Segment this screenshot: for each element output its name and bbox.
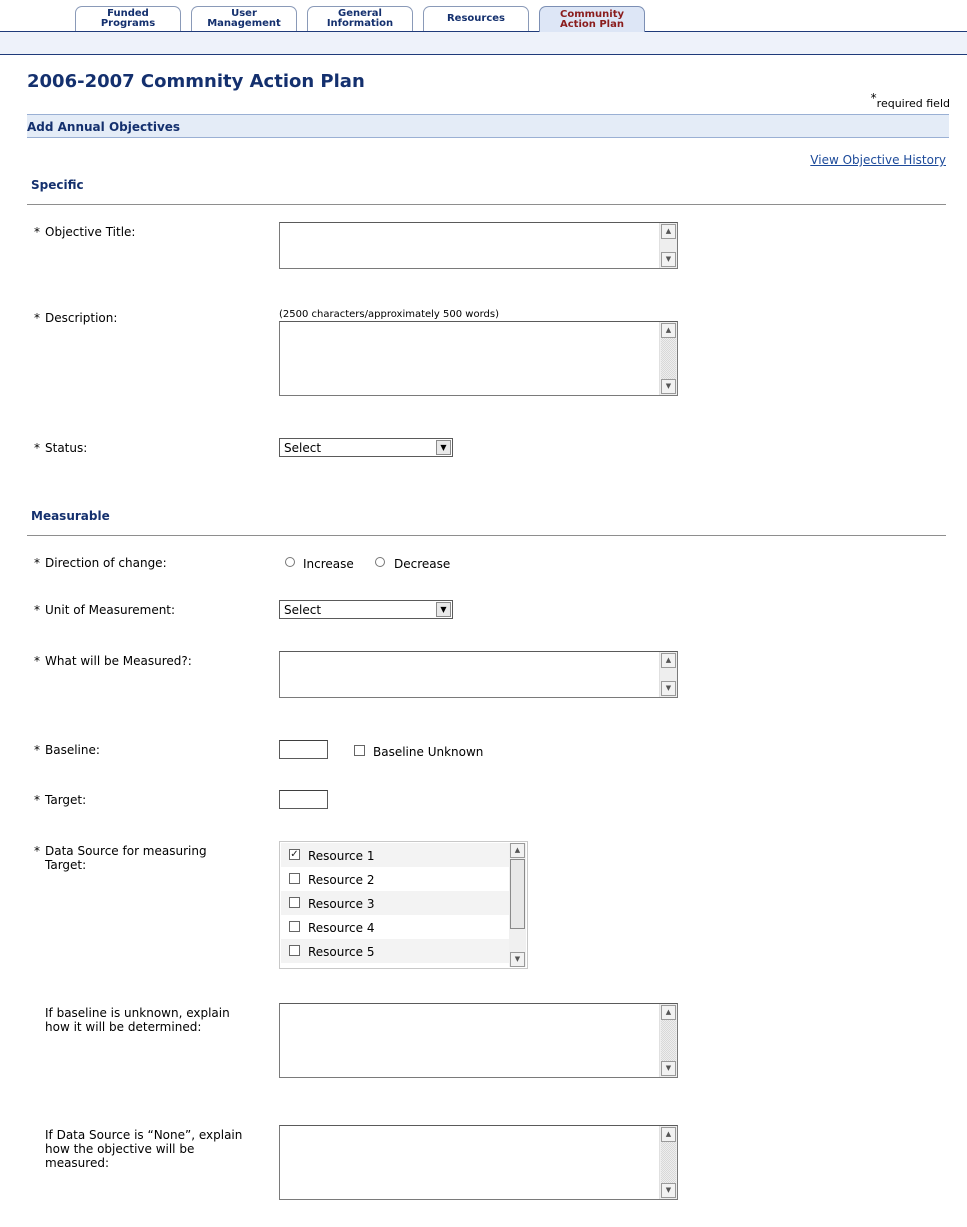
resource-label: Resource 4 — [308, 921, 375, 935]
tab-resources[interactable] — [423, 6, 529, 31]
label-text: If baseline is unknown, explain — [45, 1006, 230, 1020]
tab-label: Action Plan — [560, 18, 624, 30]
scrollbar[interactable] — [659, 1004, 677, 1077]
baseline-label — [34, 743, 100, 757]
section-header — [27, 114, 949, 138]
tab-label: Management — [207, 18, 281, 29]
label-text: Unit of Measurement: — [45, 603, 176, 617]
resource-checkbox[interactable] — [289, 921, 300, 932]
required-asterisk: * — [34, 654, 40, 668]
scrollbar[interactable] — [659, 652, 677, 697]
tab-label: Funded — [107, 8, 149, 19]
resource-label: Resource 3 — [308, 897, 375, 911]
tab-label: Programs — [100, 18, 156, 29]
label-text: Description: — [45, 311, 118, 325]
list-item[interactable] — [281, 867, 511, 891]
scroll-down-icon[interactable]: ▼ — [510, 952, 525, 967]
scroll-up-icon[interactable]: ▲ — [661, 1127, 676, 1142]
divider — [27, 535, 946, 536]
scroll-track — [661, 1142, 676, 1183]
resource-label: Resource 2 — [308, 873, 375, 887]
required-field-note — [870, 91, 950, 110]
status-selected-value: Select — [284, 441, 322, 455]
page-title: 2006-2007 Commnity Action Plan — [27, 71, 365, 92]
unit-selected-value: Select — [284, 603, 322, 617]
tab-bar — [0, 31, 967, 55]
resource-label: Resource 5 — [308, 945, 375, 959]
scroll-up-icon[interactable]: ▲ — [661, 653, 676, 668]
scroll-up-icon[interactable]: ▲ — [661, 1005, 676, 1020]
description-char-limit-note: (2500 characters/approximately 500 words) — [279, 309, 499, 320]
scroll-track — [661, 338, 676, 379]
label-text: If Data Source is “None”, explain — [45, 1128, 243, 1142]
required-star: * — [870, 91, 877, 105]
increase-radio[interactable] — [285, 557, 295, 567]
required-asterisk: * — [34, 311, 40, 325]
label-text: how the objective will be — [45, 1142, 195, 1156]
scroll-up-icon[interactable]: ▲ — [661, 323, 676, 338]
label-text: Direction of change: — [45, 556, 167, 570]
label-text: Status: — [45, 441, 88, 455]
required-asterisk: * — [34, 603, 40, 617]
label-text: Objective Title: — [45, 225, 136, 239]
data-source-list[interactable] — [279, 841, 528, 969]
baseline-explain-label — [45, 1006, 230, 1034]
tab-label: Resources — [446, 13, 506, 24]
resource-checkbox[interactable] — [289, 897, 300, 908]
required-asterisk: * — [34, 844, 40, 858]
label-text: Data Source for measuring — [45, 844, 207, 858]
required-asterisk: * — [34, 441, 40, 455]
objective-title-label — [34, 225, 135, 239]
scroll-down-icon[interactable]: ▼ — [661, 1183, 676, 1198]
scroll-thumb[interactable] — [510, 859, 525, 929]
none-explain-field[interactable] — [279, 1125, 678, 1200]
list-item[interactable] — [281, 915, 511, 939]
chevron-down-icon[interactable]: ▼ — [436, 440, 451, 455]
chevron-down-icon[interactable]: ▼ — [436, 602, 451, 617]
label-text: Target: — [45, 858, 87, 872]
scrollbar[interactable] — [509, 843, 526, 967]
direction-of-change-label — [34, 556, 167, 570]
divider — [27, 204, 946, 205]
tab-general-information[interactable] — [307, 6, 413, 31]
resource-label: Resource 1 — [308, 849, 375, 863]
tab-funded-programs[interactable] — [75, 6, 181, 31]
description-label — [34, 311, 117, 325]
tab-label: User — [231, 8, 257, 19]
section-title: Add Annual Objectives — [27, 120, 181, 134]
decrease-radio[interactable] — [375, 557, 385, 567]
baseline-explain-field[interactable] — [279, 1003, 678, 1078]
what-will-be-measured-label — [34, 654, 192, 668]
label-text: What will be Measured?: — [45, 654, 192, 668]
target-input[interactable] — [279, 790, 328, 809]
target-label — [34, 793, 86, 807]
status-label — [34, 441, 87, 455]
tab-user-management[interactable] — [191, 6, 297, 31]
required-text: required field — [876, 97, 950, 110]
measurable-heading: Measurable — [31, 509, 110, 523]
scroll-down-icon[interactable]: ▼ — [661, 379, 676, 394]
scroll-down-icon[interactable]: ▼ — [661, 252, 676, 267]
scrollbar[interactable] — [659, 223, 677, 268]
specific-heading: Specific — [31, 178, 84, 192]
label-text: measured: — [45, 1156, 109, 1170]
required-asterisk: * — [34, 743, 40, 757]
required-asterisk: * — [34, 793, 40, 807]
label-text: how it will be determined: — [45, 1020, 202, 1034]
view-objective-history-link[interactable]: View Objective History — [810, 153, 946, 167]
scroll-down-icon[interactable]: ▼ — [661, 1061, 676, 1076]
list-item[interactable] — [281, 939, 511, 963]
label-text: Baseline: — [45, 743, 100, 757]
none-explain-label — [45, 1128, 242, 1170]
tab-community-action-plan[interactable] — [539, 6, 645, 32]
data-source-label — [34, 844, 207, 872]
required-asterisk: * — [34, 556, 40, 570]
unit-of-measurement-label — [34, 603, 175, 617]
required-asterisk: * — [34, 225, 40, 239]
increase-label: Increase — [303, 557, 354, 571]
baseline-unknown-label: Baseline Unknown — [373, 745, 484, 759]
decrease-label: Decrease — [394, 557, 451, 571]
scrollbar[interactable] — [659, 322, 677, 395]
resource-checkbox[interactable]: ✓ — [290, 849, 299, 860]
what-will-be-measured-field[interactable] — [279, 651, 678, 698]
tab-label: Community — [559, 8, 624, 20]
scroll-up-icon[interactable]: ▲ — [661, 224, 676, 239]
resource-checkbox[interactable] — [289, 873, 300, 884]
status-select[interactable] — [279, 438, 453, 457]
objective-title-field[interactable] — [279, 222, 678, 269]
description-field[interactable] — [279, 321, 678, 396]
unit-of-measurement-select[interactable] — [279, 600, 453, 619]
label-text: Target: — [45, 793, 87, 807]
baseline-unknown-checkbox[interactable] — [354, 745, 365, 756]
tab-label: General — [337, 8, 382, 19]
scrollbar[interactable] — [659, 1126, 677, 1199]
scroll-up-icon[interactable]: ▲ — [510, 843, 525, 858]
tab-label: Information — [326, 18, 394, 29]
list-item[interactable] — [281, 843, 511, 867]
scroll-track — [661, 1020, 676, 1061]
resource-checkbox[interactable] — [289, 945, 300, 956]
baseline-input[interactable] — [279, 740, 328, 759]
scroll-down-icon[interactable]: ▼ — [661, 681, 676, 696]
list-item[interactable] — [281, 891, 511, 915]
